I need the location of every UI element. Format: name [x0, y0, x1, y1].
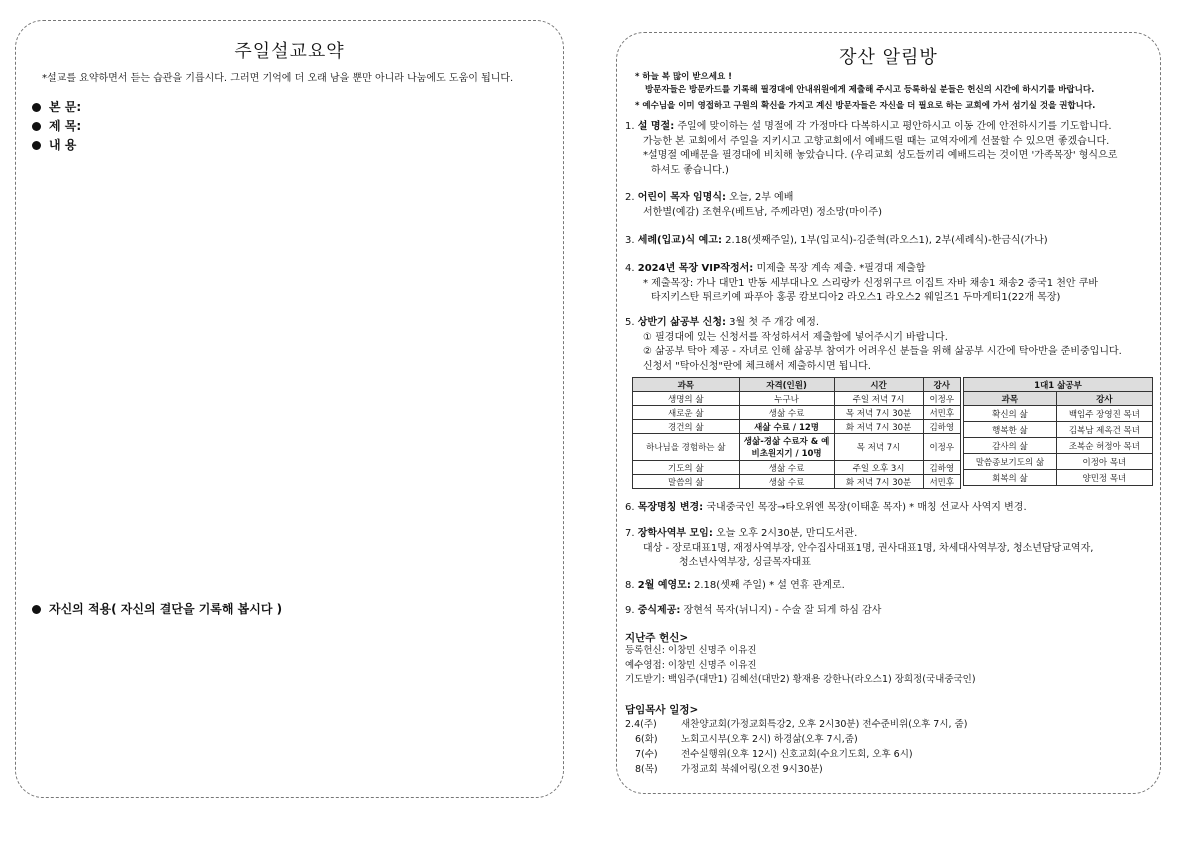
- table-row: 생명의 삶 누구나 주일 저녁 7시 이정우: [633, 392, 961, 406]
- announcement-item-1: 1. 설 명절: 주일에 맞이하는 설 명절에 각 가정마다 다복하시고 평안하시고 이동 간에 안전하시기를 기도합니다. 가능한 본 교회에서 주일을 지키시고 고향교회에서 예배드릴 때는 교역자에게 선물할 수 있으면 좋겠습니다. *설명절 예배문을 필경대에 비치해 놓았습니다. (우리교회 성도들끼리 예배드리는 것이면 '가족목장' 형식으로 하셔도 좋습니다.): [625, 121, 1118, 176]
- sermon-summary-panel: [15, 20, 564, 798]
- table-row: 말씀종보기도의 삶 이정아 목녀: [964, 454, 1153, 470]
- table-row: 새로운 삶 생삶 수료 목 저녁 7시 30분 서민후: [633, 406, 961, 420]
- table-row: 기도의 삶 생삶 수료 주일 오후 3시 김하영: [633, 461, 961, 475]
- announcement-item-4: 4. 2024년 목장 VIP작정서: 미제출 목장 계속 제출. *필경대 제출함 * 제출목장: 가나 대만1 반동 세부대나오 스리랑카 신정위구르 이집트 자바 채송1 채송2 중국1 천안 쿠바 타지키스탄 튀르키예 파푸아 홍콩 캄보디아2 라오스1 라오스2 웨일즈1 두마게티1(22개 목장): [625, 263, 1099, 303]
- bullet-dot: [32, 141, 41, 150]
- bullet-dot: [32, 122, 41, 131]
- table-row: 감사의 삶 조복순 허정아 목녀: [964, 438, 1153, 454]
- offering-title: 지난주 헌신>: [625, 632, 689, 644]
- table-header-row: 과목 자격(인원) 시간 강사: [633, 378, 961, 392]
- bullet-text: 본 문:: [32, 98, 81, 115]
- announcement-item-2: 2. 어린이 목자 임명식: 오늘, 2부 예배 서한별(예감) 조현우(베트남, 주께라면) 정소망(마이주): [625, 192, 882, 218]
- bullet-dot: [32, 605, 41, 614]
- table-row: 경건의 삶 새삶 수료 / 12명 화 저녁 7시 30분 김하영: [633, 420, 961, 434]
- announcement-item-6: 6. 목장명칭 변경: 국내중국인 목장→타오위엔 목장(이태훈 목자) * 매칭 선교사 사역지 변경.: [625, 502, 1027, 513]
- announcement-item-5: 5. 상반기 삶공부 신청: 3월 첫 주 개강 예정. ① 필경대에 있는 신청서를 작성하셔서 제출함에 넣어주시기 바랍니다. ② 삶공부 탁아 제공 - 자녀로 인해 삶공부 참여가 어려우신 분들을 위해 삶공부 시간에 탁아반을 준비중입니다. 신청서 "탁아신청"란에 체크해서 제출하시면 됩니다.: [625, 317, 1122, 372]
- sermon-summary-title: 주일설교요약: [234, 41, 345, 62]
- table-header-row: 과목 강사: [964, 392, 1153, 406]
- table-row: 확신의 삶 백임주 장영진 목녀: [964, 406, 1153, 422]
- schedule-row: 6(화) 노회고시부(오후 2시) 하경삶(오후 7시,줌): [635, 734, 858, 745]
- schedule-row: 2.4(주) 새찬양교회(가정교회특강2, 오후 2시30분) 전수준비위(오후 7시, 줌): [625, 719, 968, 730]
- sermon-summary-subtitle: *설교를 요약하면서 듣는 습관을 기릅시다. 그러면 기억에 더 오래 남을 뿐만 아니라 나눔에도 도움이 됩니다.: [42, 73, 514, 84]
- announcement-item-3: 3. 세례(입교)식 예고: 2.18(셋째주일), 1부(입교식)-김준혁(라오스1), 2부(세례식)-한금식(가나): [625, 235, 1048, 246]
- bullet-dot: [32, 103, 41, 112]
- one-on-one-table: [963, 377, 1153, 486]
- table-row: 회복의 삶 양민정 목녀: [964, 470, 1153, 486]
- schedule-row: 8(목) 가정교회 북쉐어링(오전 9시30분): [635, 764, 823, 775]
- announcement-item-9: 9. 중식제공: 장현석 목자(뉘니지) - 수술 잘 되게 하심 감사: [625, 605, 882, 616]
- table-row: 하나님을 경험하는 삶 생삶-경삶 수료자 & 예비초원지기 / 10명 목 저녁 7시 이정우: [633, 434, 961, 461]
- schedule-title: 담임목사 일정>: [625, 704, 699, 716]
- schedule-row: 7(수) 전수실행위(오후 12시) 신호교회(수요기도회, 오후 6시): [635, 749, 913, 760]
- bullet-application: 자신의 적용( 자신의 결단을 기록해 봅시다 ): [32, 600, 282, 617]
- bullet-content: 내 용: [32, 136, 76, 153]
- announcements-title: 장산 알림방: [839, 47, 938, 68]
- announcement-item-7: 7. 장학사역부 모임: 오늘 오후 2시30분, 만디도서관. 대상 - 장로대표1명, 재정사역부장, 안수집사대표1명, 권사대표1명, 차세대사역부장, 청소년담당교역자, 청소년사역부장, 싱글목자대표: [625, 528, 1094, 568]
- table-row: 말씀의 삶 생삶 수료 화 저녁 7시 30분 서민후: [633, 475, 961, 489]
- notice-welcome: * 하늘 복 많이 받으세요 ! 방문자들은 방문카드를 기록해 필경대에 안내위원에게 제출해 주시고 등록하실 분들은 헌신의 시간에 하시기를 바랍니다.: [635, 72, 1095, 95]
- announcement-item-8: 8. 2월 예영모: 2.18(셋째 주일) * 설 연휴 관계로.: [625, 580, 845, 591]
- bible-study-table: [632, 377, 961, 489]
- bullet-title: 제 목:: [32, 117, 81, 134]
- announcements-panel: [616, 32, 1161, 794]
- table-caption-row: 1대1 삶공부: [964, 378, 1153, 392]
- table-row: 행복한 삶 김복남 제옥건 목녀: [964, 422, 1153, 438]
- offering-list: 등록헌신: 이창민 신명주 이유진 예수영접: 이창민 신명주 이유진 기도받기: 백임주(대만1) 김혜선(대만2) 황재용 강한나(라오스1) 장희정(국내중국인): [625, 645, 976, 685]
- notice-visitors: * 예수님을 이미 영접하고 구원의 확신을 가지고 계신 방문자들은 자신을 더 필요로 하는 교회에 가서 섬기실 것을 권합니다.: [635, 101, 1096, 111]
